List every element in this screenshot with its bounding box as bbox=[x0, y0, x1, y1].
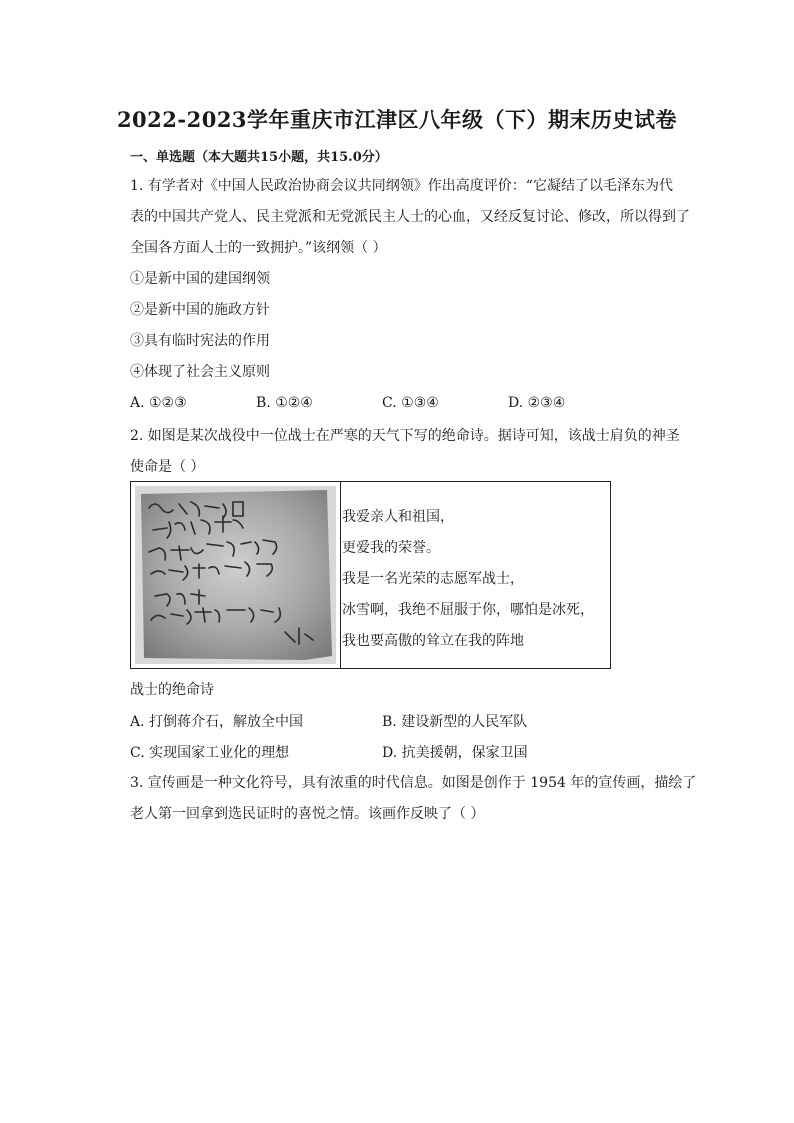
page-title: 2022-2023学年重庆市江津区八年级（下）期末历史试卷 bbox=[116, 107, 678, 132]
q1-line-2: 表的中国共产党人、民主党派和无党派民主人士的心血，又经反复讨论、修改，所以得到了 bbox=[130, 209, 690, 225]
poem-table-divider bbox=[340, 482, 341, 668]
q1-line-3: 全国各方面人士的一致拥护。”该纲领（ ） bbox=[130, 240, 387, 256]
q2-option-d[interactable]: D. 抗美援朝，保家卫国 bbox=[382, 745, 528, 761]
q2-option-c[interactable]: C. 实现国家工业化的理想 bbox=[130, 745, 290, 761]
q2-option-b[interactable]: B. 建设新型的人民军队 bbox=[382, 714, 528, 730]
q1-option-b[interactable]: B. ①②④ bbox=[256, 395, 313, 411]
q1-statement-3: ③具有临时宪法的作用 bbox=[130, 333, 270, 349]
q2-line-1: 2. 如图是某次战役中一位战士在严寒的天气下写的绝命诗。据诗可知，该战士肩负的神圣 bbox=[130, 428, 680, 444]
q2-line-2: 使命是（ ） bbox=[130, 459, 205, 475]
poem-line-3: 我是一名光荣的志愿军战士， bbox=[342, 571, 524, 587]
q1-statement-4: ④体现了社会主义原则 bbox=[130, 364, 270, 380]
q1-line-1: 1. 有学者对《中国人民政治协商会议共同纲领》作出高度评价：“它凝结了以毛泽东为代 bbox=[130, 178, 673, 194]
poem-line-4: 冰雪啊，我绝不屈服于你，哪怕是冰死， bbox=[342, 602, 594, 618]
q1-option-c[interactable]: C. ①③④ bbox=[382, 395, 439, 411]
q2-option-a[interactable]: A. 打倒蒋介石，解放全中国 bbox=[130, 714, 304, 730]
q3-line-1: 3. 宣传画是一种文化符号，具有浓重的时代信息。如图是创作于 1954 年的宣传画，描绘了 bbox=[130, 775, 697, 791]
poem-caption: 战士的绝命诗 bbox=[130, 682, 214, 698]
q1-option-a[interactable]: A. ①②③ bbox=[130, 395, 187, 411]
q3-line-2: 老人第一回拿到选民证时的喜悦之情。该画作反映了（ ） bbox=[130, 806, 485, 822]
q1-statement-1: ①是新中国的建国纲领 bbox=[130, 271, 270, 287]
poem-line-1: 我爱亲人和祖国， bbox=[342, 509, 454, 525]
handwritten-poem-image bbox=[135, 486, 336, 664]
section-heading: 一、单选题（本大题共15小题，共15.0分） bbox=[130, 150, 388, 165]
poem-line-2: 更爱我的荣誉。 bbox=[342, 540, 440, 556]
q1-option-d[interactable]: D. ②③④ bbox=[508, 395, 566, 411]
poem-line-5: 我也要高傲的耸立在我的阵地 bbox=[342, 633, 524, 649]
poem-table bbox=[130, 481, 611, 669]
q1-statement-2: ②是新中国的施政方针 bbox=[130, 302, 270, 318]
